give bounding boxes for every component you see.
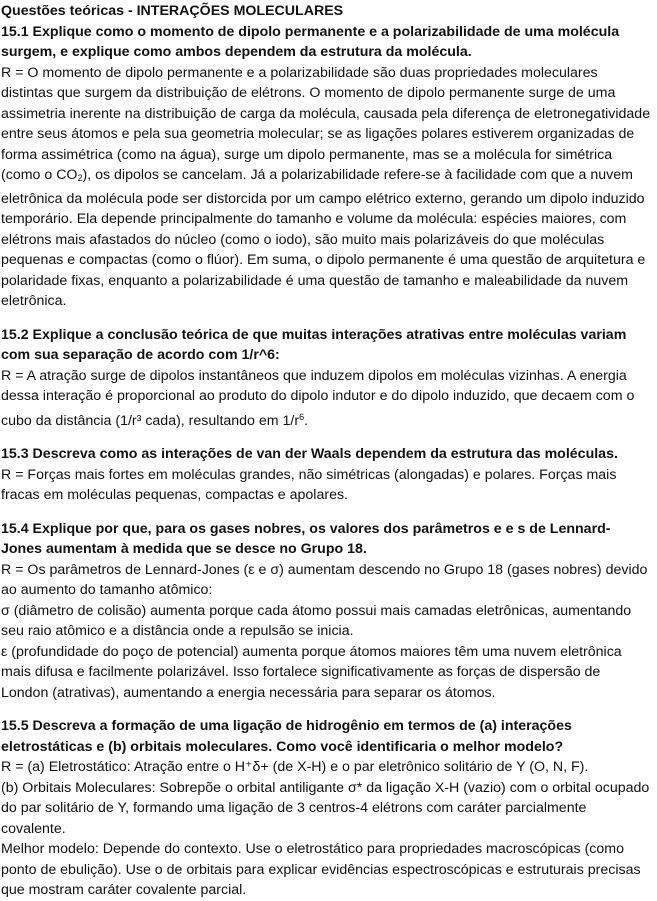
answer-15-1 (1, 63, 651, 312)
answer-15-5-electrostatic: R = (a) Eletrostático: Atração entre o H⁺δ+ (de X-H) e o par eletrônico solitário de Y (O, N, F). (1, 759, 589, 775)
question-15-3: 15.3 Descreva como as interações de van der Waals dependem da estrutura das moléculas. (1, 446, 618, 462)
answer-15-1-part1: R = O momento de dipolo permanente e a polarizabilidade são duas propriedades moleculares distintas que surgem da distribuição de elétrons. O momento de dipolo permanente surge de uma assimetria inerente na distribuição de carga da molécula, causada pela diferença de eletronegatividade entre seus átomos e pela sua geometria molecular; se as ligações polares estiverem organizadas de forma assimétrica (como na água), surge um dipolo permanente, mas se a molécula for simétrica (como o CO (1, 64, 651, 183)
answer-15-3: R = Forças mais fortes em moléculas grandes, não simétricas (alongadas) e polares. Forças mais fracas em moléculas pequenas, compactas e apolares. (1, 466, 617, 503)
section-15-4 (1, 519, 651, 704)
section-15-2 (1, 325, 651, 432)
question-15-2: 15.2 Explique a conclusão teórica de que muitas interações atrativas entre moléculas variam com sua separação de acordo com 1/r^6: (1, 326, 627, 363)
answer-15-1-subscript: 2 (77, 173, 83, 183)
answer-15-4-intro: R = Os parâmetros de Lennard-Jones (ε e σ) aumentam descendo no Grupo 18 (gases nobres) devido ao aumento do tamanho atômico: (1, 561, 648, 598)
answer-15-4-epsilon: ε (profundidade do poço de potencial) aumenta porque átomos maiores têm uma nuvem eletrônica mais difusa e facilmente polarizável. Isso fortalece significativamente as forças de dispersão de London (atrativas), aumentando a energia necessária para separar os átomos. (1, 643, 622, 701)
answer-15-2-part2: . (304, 412, 309, 429)
question-15-4: 15.4 Explique por que, para os gases nobres, os valores dos parâmetros e e s de Lennard-Jones aumentam à medida que se desce no Grupo 18. (1, 520, 611, 557)
answer-15-4-sigma: σ (diâmetro de colisão) aumenta porque cada átomo possui mais camadas eletrônicas, aumentando seu raio atômico e a distância onde a repulsão se inicia. (1, 602, 632, 639)
answer-15-1-part2: ), os dipolos se cancelam. Já a polarizabilidade refere-se à facilidade com que a nuvem eletrônica da molécula pode ser distorcida por um campo elétrico externo, gerando um dipolo induzido temporário. Ela depende principalmente do tamanho e volume da molécula: espécies maiores, com elétrons mais afastados do núcleo (como o iodo), são muito mais polarizáveis do que moléculas pequenas e compactas (como o flúor). Em suma, o dipolo permanente é uma questão de arquitetura e polaridade fixas, enquanto a polarizabilidade é uma questão de tamanho e maleabilidade da nuvem eletrônica. (1, 167, 646, 309)
question-15-5: 15.5 Descreva a formação de uma ligação de hidrogênio em termos de (a) interações eletrostáticas e (b) orbitais moleculares. Como você identificaria o melhor modelo? (1, 718, 572, 755)
section-15-5 (1, 716, 651, 901)
answer-15-2-superscript: 6 (299, 411, 305, 422)
answer-15-2-part1: R = A atração surge de dipolos instantâneos que induzem dipolos em moléculas vizinhas. A energia dessa interação é proporcional ao produto do dipolo indutor e do dipolo induzido, que decaem com o cubo da distância (1/r³ cada), resultando em 1/r (1, 367, 635, 429)
answer-15-2 (1, 366, 651, 432)
section-15-1 (1, 1, 651, 312)
answer-15-5-orbitals: (b) Orbitais Moleculares: Sobrepõe o orbital antiligante σ* da ligação X-H (vazio) com o orbital ocupado do par solitário de Y, formando uma ligação de 3 centros-4 elétrons com caráter parcialmente covalente. (1, 779, 650, 837)
section-15-3 (1, 444, 651, 506)
answer-15-5-best-model: Melhor modelo: Depende do contexto. Use o eletrostático para propriedades macroscópicas (como ponto de ebulição). Use o de orbitais para explicar evidências espectroscópicas e estruturais precisas que mostram caráter covalente parcial. (1, 841, 641, 898)
question-15-1: 15.1 Explique como o momento de dipolo permanente e a polarizabilidade de uma molécula surgem, e explique como ambos dependem da estrutura da molécula. (1, 23, 620, 60)
document-title: Questões teóricas - INTERAÇÕES MOLECULARES (1, 3, 344, 19)
